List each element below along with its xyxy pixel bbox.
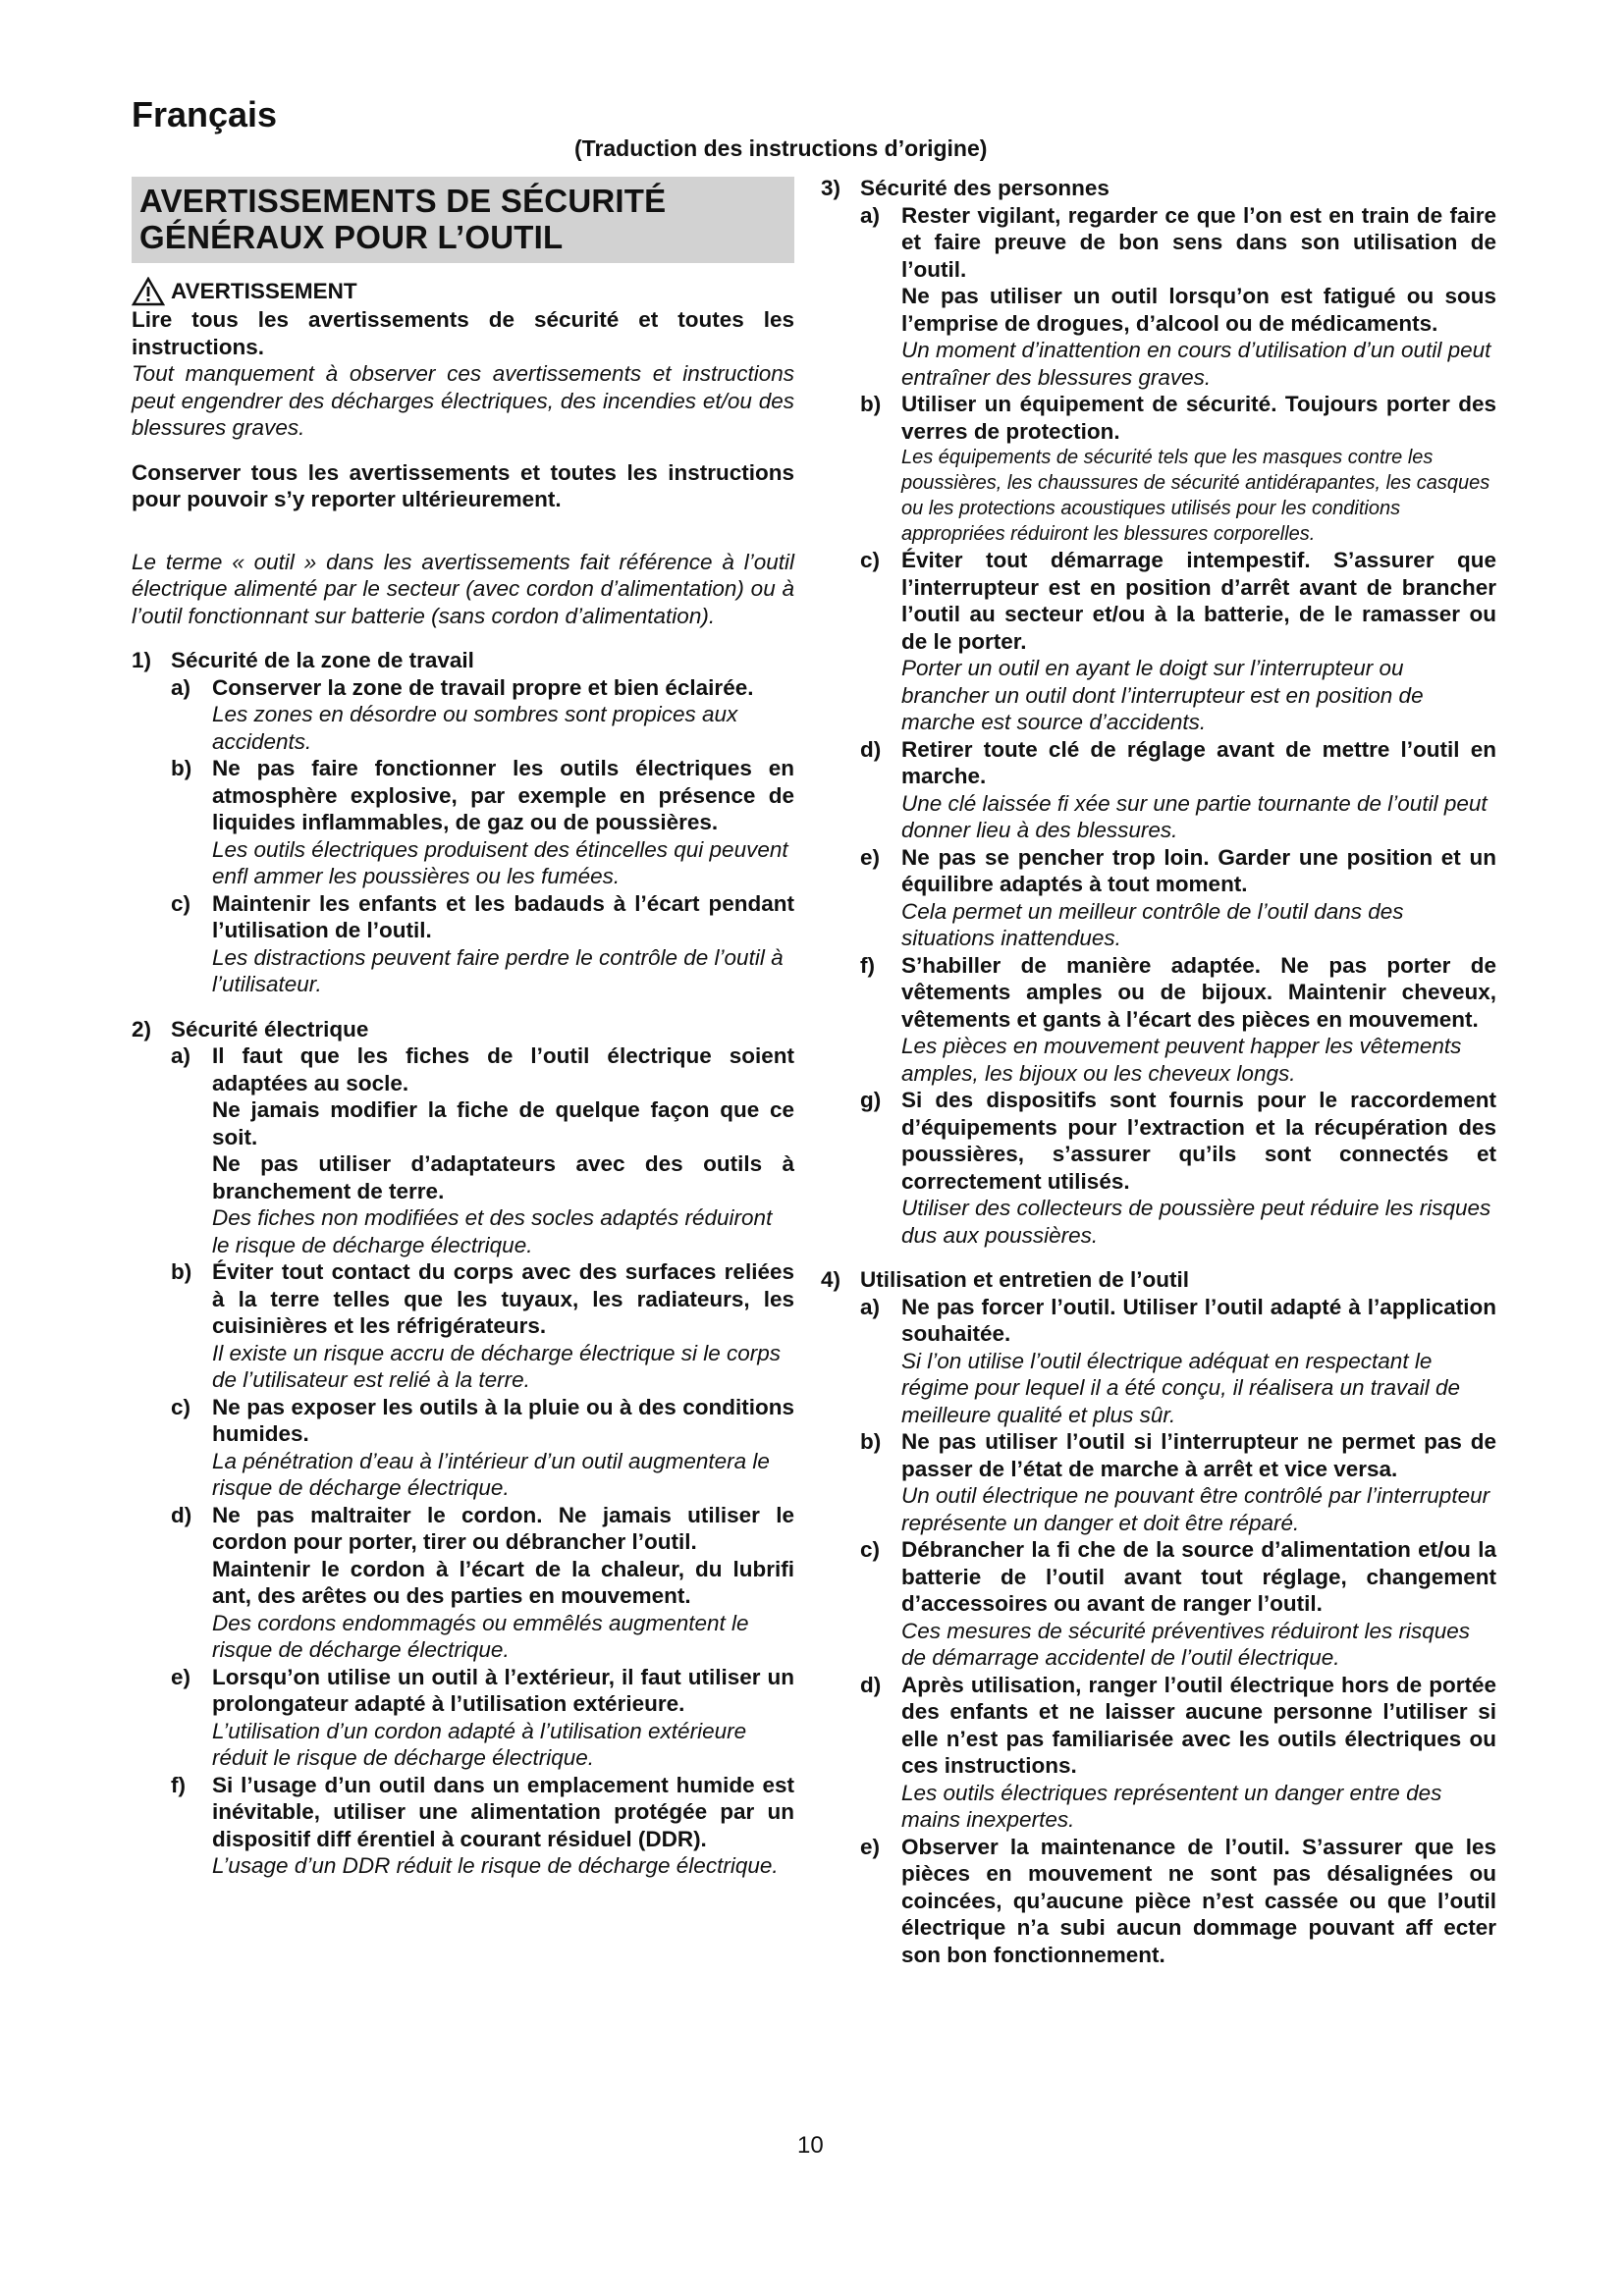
section-number: 3) xyxy=(821,176,841,200)
item-explanation: Des fiches non modifiées et des socles adaptés réduiront le risque de décharge électrique. xyxy=(212,1205,773,1257)
s3-item-b xyxy=(860,391,1496,547)
item-instruction: Observer la maintenance de l’outil. S’assurer que les pièces en mouvement ne sont pas désalignées ou coincées, qu’aucune pièce n’est cassée ou que l’outil électrique n’a subi aucun dommage pouvant aff ecter son bon fonctionnement. xyxy=(901,1834,1496,1967)
item-instruction: Ne pas forcer l’outil. Utiliser l’outil adapté à l’application souhaitée. xyxy=(901,1294,1496,1346)
section-heading xyxy=(132,177,794,263)
item-instruction: Maintenir les enfants et les badauds à l’écart pendant l’utilisation de l’outil. xyxy=(212,890,794,942)
item-instruction: Éviter tout contact du corps avec des surfaces reliées à la terre telles que les tuyaux, les radiateurs, les cuisinières et les réfrigérateurs. xyxy=(212,1259,794,1338)
s3-item-d xyxy=(860,736,1496,844)
item-label: e) xyxy=(171,1664,191,1689)
item-instruction-2: Maintenir le cordon à l’écart de la chaleur, du lubrifi ant, des arêtes ou des parties en mouvement. xyxy=(212,1556,794,1608)
section-title-text: Sécurité des personnes xyxy=(860,176,1110,200)
item-label: f) xyxy=(860,952,875,978)
page-number: 10 xyxy=(797,2132,824,2159)
warning-consequence: Tout manquement à observer ces avertissements et instructions peut engendrer des décharges électriques, des incendies et/ou des blessures graves. xyxy=(132,361,794,440)
item-instruction: Ne pas faire fonctionner les outils électriques en atmosphère explosive, par exemple en présence de liquides inflammables, de gaz ou de poussières. xyxy=(212,756,794,834)
item-explanation: Une clé laissée fi xée sur une partie tournante de l’outil peut donner lieu à des blessures. xyxy=(901,790,1488,842)
item-label: a) xyxy=(860,202,881,228)
s4-item-c xyxy=(860,1536,1496,1672)
item-instruction: Il faut que les fiches de l’outil électrique soient adaptées au socle. xyxy=(212,1043,794,1095)
section-title-text: Sécurité électrique xyxy=(171,1016,369,1041)
item-label: f) xyxy=(171,1772,186,1797)
s4-item-e xyxy=(860,1834,1496,1969)
item-label: c) xyxy=(171,1394,191,1419)
item-label: b) xyxy=(171,756,192,780)
s1-item-a xyxy=(171,674,794,756)
item-label: a) xyxy=(171,674,191,700)
warning-keep-instructions: Conserver tous les avertissements et toutes les instructions pour pouvoir s’y reporter ultérieurement. xyxy=(132,459,794,511)
s3-item-e xyxy=(860,844,1496,952)
item-instruction-2: Ne pas utiliser un outil lorsqu’on est fatigué ou sous l’emprise de drogues, d’alcool ou de médicaments. xyxy=(901,284,1496,336)
section-number: 1) xyxy=(132,648,152,672)
item-instruction: Lorsqu’on utilise un outil à l’extérieur, il faut utiliser un prolongateur adapté à l’utilisation extérieure. xyxy=(212,1664,794,1716)
item-instruction: Ne pas se pencher trop loin. Garder une position et un équilibre adaptés à tout moment. xyxy=(901,844,1496,896)
right-column xyxy=(821,175,1496,1968)
s3-item-a xyxy=(860,202,1496,392)
item-instruction: Ne pas maltraiter le cordon. Ne jamais utiliser le cordon pour porter, tirer ou débrancher l’outil. xyxy=(212,1502,794,1554)
item-label: a) xyxy=(171,1043,191,1068)
section-2-title xyxy=(132,1016,794,1043)
s2-item-e xyxy=(171,1664,794,1772)
item-explanation: Des cordons endommagés ou emmêlés augmentent le risque de décharge électrique. xyxy=(212,1610,749,1662)
item-explanation: La pénétration d’eau à l’intérieur d’un outil augmentera le risque de décharge électrique. xyxy=(212,1448,770,1500)
s4-item-a xyxy=(860,1294,1496,1429)
heading-line-1: AVERTISSEMENTS DE SÉCURITÉ xyxy=(139,183,667,219)
item-explanation: L’utilisation d’un cordon adapté à l’utilisation extérieure réduit le risque de décharge électrique. xyxy=(212,1718,747,1770)
item-explanation: Les équipements de sécurité tels que les masques contre les poussières, les chaussures de sécurité antidérapantes, les casques ou les protections acoustiques utilisés pour les conditions appropriées réduiront les blessures corporelles. xyxy=(901,447,1490,545)
item-explanation: Les distractions peuvent faire perdre le contrôle de l’outil à l’utilisateur. xyxy=(212,944,784,996)
s2-item-c xyxy=(171,1394,794,1502)
translation-subtitle: (Traduction des instructions d’origine) xyxy=(574,135,988,161)
section-4-title xyxy=(821,1266,1496,1294)
item-instruction: S’habiller de manière adaptée. Ne pas porter de vêtements amples ou de bijoux. Maintenir cheveux, vêtements et gants à l’écart des pièces en mouvement. xyxy=(901,952,1496,1032)
language-title: Français xyxy=(132,94,278,134)
item-label: d) xyxy=(171,1502,192,1527)
item-label: e) xyxy=(860,1834,881,1859)
item-instruction: Ne pas exposer les outils à la pluie ou à des conditions humides. xyxy=(212,1394,794,1446)
section-number: 2) xyxy=(132,1016,152,1041)
item-explanation: Si l’on utilise l’outil électrique adéquat en respectant le régime pour lequel il a été conçu, il réalisera un travail de meilleure qualité et plus sûr. xyxy=(901,1348,1461,1427)
item-label: e) xyxy=(860,844,881,870)
item-explanation: Les outils électriques produisent des étincelles qui peuvent enfl ammer les poussières ou les fumées. xyxy=(212,836,788,888)
item-explanation: Ces mesures de sécurité préventives réduiront les risques de démarrage accidentel de l’outil électrique. xyxy=(901,1618,1471,1670)
heading-line-2: GÉNÉRAUX POUR L’OUTIL xyxy=(139,219,564,255)
item-label: c) xyxy=(860,548,881,572)
item-label: c) xyxy=(860,1537,881,1562)
s3-item-f xyxy=(860,952,1496,1088)
item-instruction: Éviter tout démarrage intempestif. S’assurer que l’interrupteur est en position d’arrêt avant de brancher l’outil au secteur et/ou à la batterie, de le ramasser ou de le porter. xyxy=(901,548,1496,654)
item-explanation: Il existe un risque accru de décharge électrique si le corps de l’utilisateur est relié à la terre. xyxy=(212,1340,782,1392)
item-instruction: Utiliser un équipement de sécurité. Toujours porter des verres de protection. xyxy=(901,392,1496,444)
warning-title-text: AVERTISSEMENT xyxy=(171,279,357,304)
item-instruction-2: Ne jamais modifier la fiche de quelque façon que ce soit. xyxy=(212,1097,794,1149)
warning-triangle-icon xyxy=(132,277,165,306)
item-label: b) xyxy=(171,1259,192,1284)
item-instruction-3: Ne pas utiliser d’adaptateurs avec des outils à branchement de terre. xyxy=(212,1151,794,1203)
section-title-text: Utilisation et entretien de l’outil xyxy=(860,1267,1190,1292)
item-instruction: Si l’usage d’un outil dans un emplacement humide est inévitable, utiliser une alimentation protégée par un dispositif diff érentiel à courant résiduel (DDR). xyxy=(212,1772,794,1851)
item-label: b) xyxy=(860,1429,882,1454)
item-explanation: Les zones en désordre ou sombres sont propices aux accidents. xyxy=(212,702,738,754)
item-explanation: Un moment d’inattention en cours d’utilisation d’un outil peut entraîner des blessures graves. xyxy=(901,338,1491,390)
item-label: c) xyxy=(171,890,191,916)
item-instruction: Rester vigilant, regarder ce que l’on est en train de faire et faire preuve de bon sens dans son utilisation de l’outil. xyxy=(901,202,1496,282)
item-label: a) xyxy=(860,1294,881,1319)
warning-term-definition: Le terme « outil » dans les avertissements fait référence à l’outil électrique alimenté par le secteur (avec cordon d’alimentation) ou à l’outil fonctionnant sur batterie (sans cordon d’alimentation). xyxy=(132,549,794,628)
item-instruction: Ne pas utiliser l’outil si l’interrupteur ne permet pas de passer de l’état de marche à arrêt et vice versa. xyxy=(901,1429,1496,1481)
item-label: d) xyxy=(860,1672,882,1697)
s2-item-d xyxy=(171,1502,794,1664)
left-column xyxy=(132,177,794,1880)
item-label: b) xyxy=(860,392,882,416)
item-instruction: Débrancher la fi che de la source d’alimentation et/ou la batterie de l’outil avant tout réglage, changement d’accessoires ou avant de ranger l’outil. xyxy=(901,1537,1496,1616)
warning-title xyxy=(132,277,794,306)
s4-item-d xyxy=(860,1672,1496,1834)
item-instruction: Retirer toute clé de réglage avant de mettre l’outil en marche. xyxy=(901,736,1496,788)
item-instruction: Conserver la zone de travail propre et bien éclairée. xyxy=(212,674,754,700)
item-instruction: Après utilisation, ranger l’outil électrique hors de portée des enfants et ne laisser aucune personne l’utiliser si elle n’est pas familiarisée avec les outils électriques ou ces instructions. xyxy=(901,1672,1496,1778)
item-explanation: Utiliser des collecteurs de poussière peut réduire les risques dus aux poussières. xyxy=(901,1196,1491,1248)
item-explanation: L’usage d’un DDR réduit le risque de décharge électrique. xyxy=(212,1853,779,1878)
section-number: 4) xyxy=(821,1267,841,1292)
section-1-title xyxy=(132,647,794,674)
item-instruction: Si des dispositifs sont fournis pour le raccordement d’équipements pour l’extraction et la récupération des poussières, s’assurer qu’ils sont connectés et correctement utilisés. xyxy=(901,1088,1496,1194)
section-title-text: Sécurité de la zone de travail xyxy=(171,648,474,672)
item-explanation: Les pièces en mouvement peuvent happer les vêtements amples, les bijoux ou les cheveux longs. xyxy=(901,1034,1462,1086)
item-explanation: Porter un outil en ayant le doigt sur l’interrupteur ou brancher un outil dont l’interrupteur est en position de marche est source d’accidents. xyxy=(901,656,1424,734)
item-label: g) xyxy=(860,1088,882,1112)
s2-item-a xyxy=(171,1042,794,1258)
item-explanation: Cela permet un meilleur contrôle de l’outil dans des situations inattendues. xyxy=(901,898,1404,950)
s1-item-c xyxy=(171,890,794,998)
section-3-title xyxy=(821,175,1496,202)
s4-item-b xyxy=(860,1428,1496,1536)
item-explanation: Les outils électriques représentent un danger entre des mains inexpertes. xyxy=(901,1780,1442,1832)
s3-item-g xyxy=(860,1087,1496,1249)
s2-item-b xyxy=(171,1258,794,1394)
s1-item-b xyxy=(171,755,794,890)
warning-read-all: Lire tous les avertissements de sécurité et toutes les instructions. xyxy=(132,307,794,359)
item-explanation: Un outil électrique ne pouvant être contrôlé par l’interrupteur représente un danger et doit être réparé. xyxy=(901,1483,1490,1535)
s2-item-f xyxy=(171,1772,794,1880)
s3-item-c xyxy=(860,547,1496,736)
item-label: d) xyxy=(860,736,882,762)
